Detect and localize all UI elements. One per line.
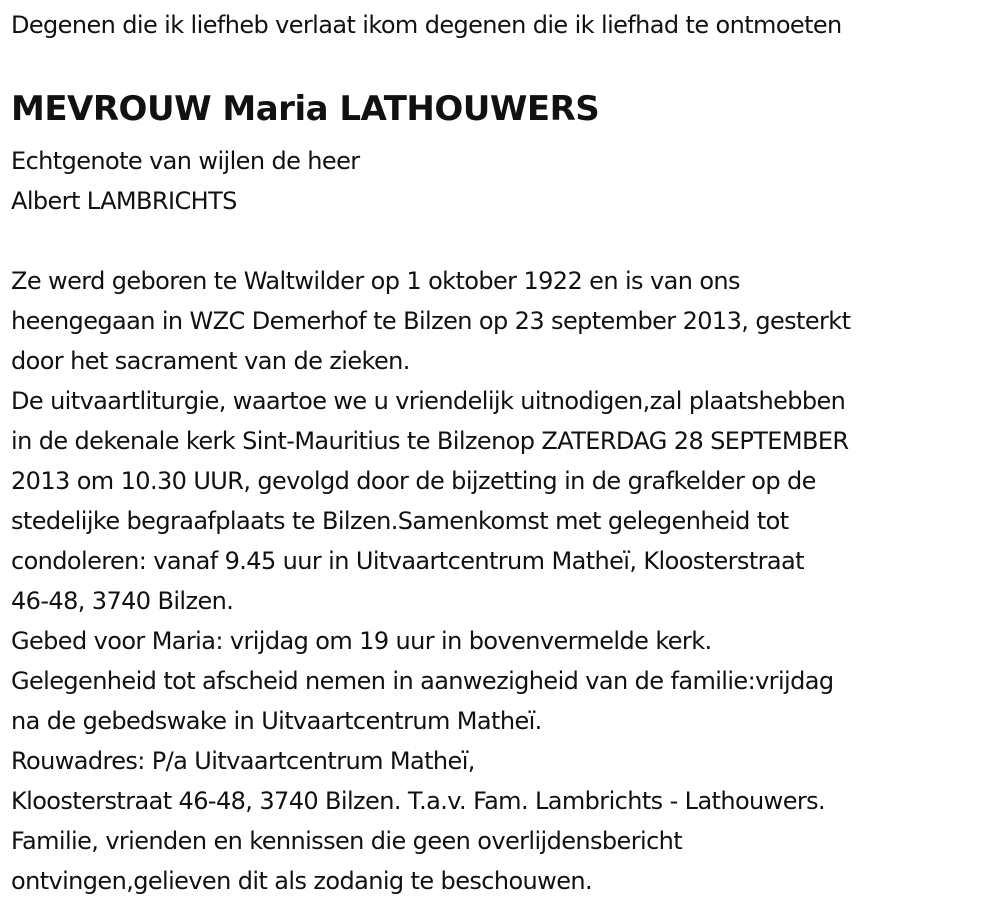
body-line: condoleren: vanaf 9.45 uur in Uitvaartcentrum Matheï, Kloosterstraat	[11, 547, 804, 575]
body-line: Gelegenheid tot afscheid nemen in aanwezigheid van de familie:vrijdag	[11, 667, 834, 695]
body-line: in de dekenale kerk Sint-Mauritius te Bilzenop ZATERDAG 28 SEPTEMBER	[11, 427, 849, 455]
body-line: ontvingen,gelieven dit als zodanig te beschouwen.	[11, 867, 592, 895]
body-line: Familie, vrienden en kennissen die geen overlijdensbericht	[11, 827, 683, 855]
body-line: door het sacrament van de zieken.	[11, 347, 410, 375]
paragraph-gap	[11, 221, 991, 261]
body-line: Rouwadres: P/a Uitvaartcentrum Matheï,	[11, 747, 475, 775]
deceased-name: MEVROUW Maria LATHOUWERS	[11, 89, 600, 129]
body-line: stedelijke begraafplaats te Bilzen.Samenkomst met gelegenheid tot	[11, 507, 789, 535]
body-line: 2013 om 10.30 UUR, gevolgd door de bijzetting in de grafkelder op de	[11, 467, 816, 495]
body-line: 46-48, 3740 Bilzen.	[11, 587, 234, 615]
body-line: heengegaan in WZC Demerhof te Bilzen op 23 september 2013, gesterkt	[11, 307, 851, 335]
body-line: Ze werd geboren te Waltwilder op 1 oktober 1922 en is van ons	[11, 267, 740, 295]
notice-body	[11, 261, 991, 901]
death-notice	[11, 0, 991, 901]
spouse-name: Albert LAMBRICHTS	[11, 187, 237, 215]
body-line: De uitvaartliturgie, waartoe we u vriendelijk uitnodigen,zal plaatshebben	[11, 387, 846, 415]
body-line: na de gebedswake in Uitvaartcentrum Matheï.	[11, 707, 542, 735]
motto-text: Degenen die ik liefheb verlaat ikom degenen die ik liefhad te ontmoeten	[11, 11, 842, 39]
body-line: Kloosterstraat 46-48, 3740 Bilzen. T.a.v. Fam. Lambrichts - Lathouwers.	[11, 787, 826, 815]
spouse-relation: Echtgenote van wijlen de heer	[11, 147, 360, 175]
body-line: Gebed voor Maria: vrijdag om 19 uur in bovenvermelde kerk.	[11, 627, 712, 655]
